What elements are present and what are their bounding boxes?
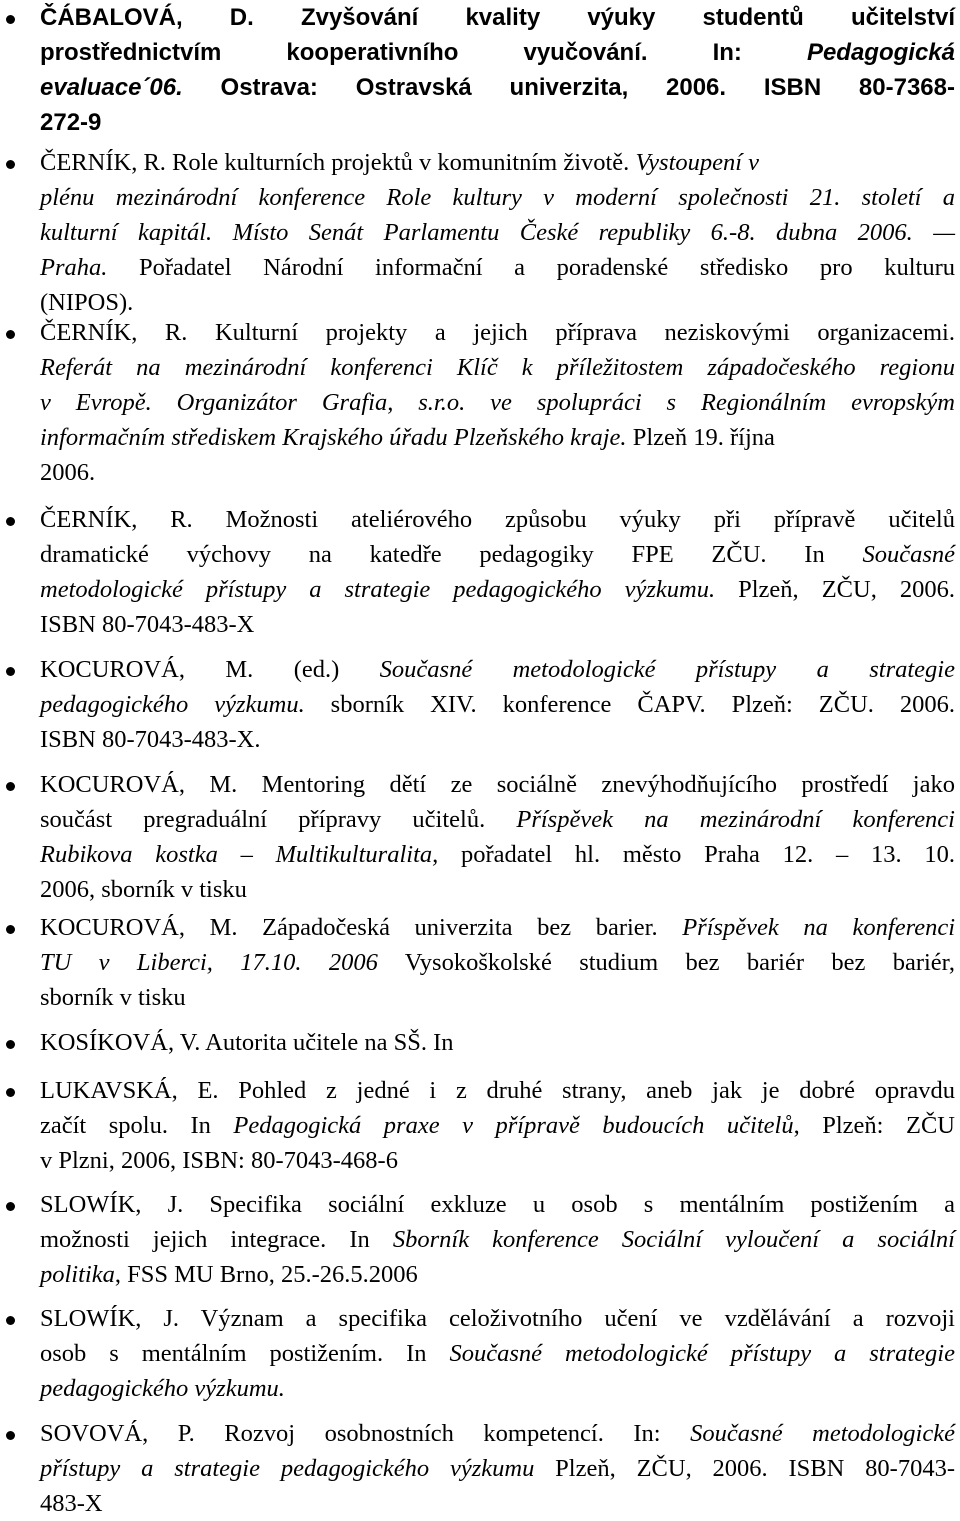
reference-line xyxy=(40,607,955,642)
reference-line xyxy=(40,1222,955,1257)
italic-segment: informačním střediskem Krajského úřadu Plzeňského kraje. xyxy=(40,424,627,451)
italic-segment: Referát na mezinárodní konferenci Klíč k příležitostem západočeského regionu xyxy=(40,354,955,381)
text-segment: SLOWÍK, J. Význam a specifika celoživotního učení ve vzdělávání a rozvoji xyxy=(40,1305,955,1332)
reference-line xyxy=(40,420,955,455)
bullet-icon xyxy=(6,517,15,526)
italic-segment: Současné metodologické přístupy a strategie xyxy=(449,1340,955,1367)
italic-segment: Současné metodologické xyxy=(690,1420,955,1447)
reference-text xyxy=(40,652,955,757)
text-segment: možnosti jejich integrace. In xyxy=(40,1226,393,1253)
reference-line xyxy=(40,722,955,757)
text-segment: 272-9 xyxy=(40,109,102,136)
bullet-icon xyxy=(6,1431,15,1440)
reference-line xyxy=(40,1451,955,1486)
text-segment: 2006. xyxy=(40,459,96,486)
reference-line xyxy=(40,1025,955,1060)
text-segment: Plzeň, ZČU, 2006. ISBN 80-7043- xyxy=(534,1455,955,1482)
text-segment: SOVOVÁ, P. Rozvoj osobnostních kompetencí. In: xyxy=(40,1420,691,1447)
bullet-icon xyxy=(6,15,15,24)
reference-line xyxy=(40,1143,955,1178)
text-segment: součást pregraduální přípravy učitelů. xyxy=(40,806,517,833)
text-segment: 2006, sborník v tisku xyxy=(40,876,247,903)
bullet-icon xyxy=(6,1088,15,1097)
italic-segment: kulturní kapitál. Místo Senát Parlamentu České republiky 6.-8. dubna 2006. — xyxy=(40,219,955,246)
text-segment: , Plzeň: ZČU xyxy=(793,1112,955,1139)
reference-line xyxy=(40,767,955,802)
text-segment: KOSÍKOVÁ, V. Autorita učitele na SŠ. In xyxy=(40,1029,454,1056)
text-segment: sborník XIV. konference ČAPV. Plzeň: ZČU. 2006. xyxy=(304,691,955,718)
italic-segment: Vystoupení v xyxy=(635,149,760,176)
italic-segment: Příspěvek na konferenci xyxy=(682,914,956,941)
text-segment: SLOWÍK, J. Specifika sociální exkluze u osob s mentálním postižením a xyxy=(40,1191,955,1218)
bullet-icon xyxy=(6,925,15,934)
reference-text xyxy=(40,1073,955,1178)
bullet-icon xyxy=(6,1202,15,1211)
italic-segment: Současné xyxy=(862,541,955,568)
reference-line xyxy=(40,652,955,687)
bullet-icon xyxy=(6,330,15,339)
text-segment: KOCUROVÁ, M. Mentoring dětí ze sociálně znevýhodňujícího prostředí jako xyxy=(40,771,955,798)
italic-segment: metodologické přístupy a strategie pedagogického výzkumu. xyxy=(40,576,716,603)
italic-segment: Pedagogická praxe v přípravě budoucích učitelů xyxy=(233,1112,794,1139)
text-segment: , FSS MU Brno, 25.-26.5.2006 xyxy=(114,1261,418,1288)
text-segment: sborník v tisku xyxy=(40,984,186,1011)
reference-line xyxy=(40,502,955,537)
italic-segment: Pedagogická xyxy=(806,39,955,66)
reference-line xyxy=(40,572,955,607)
italic-segment: TU v Liberci, 17.10. 2006 xyxy=(40,949,378,976)
text-segment: ČERNÍK, R. Možnosti ateliérového způsobu výuky při přípravě učitelů xyxy=(40,506,955,533)
bullet-icon xyxy=(6,1040,15,1049)
italic-segment: evaluace´06. xyxy=(40,74,183,101)
reference-line xyxy=(40,455,955,490)
reference-line xyxy=(40,1371,955,1406)
text-segment: začít spolu. In xyxy=(40,1112,234,1139)
reference-text xyxy=(40,1187,955,1292)
italic-segment: v Evropě. Organizátor Grafia, s.r.o. ve spolupráci s Regionálním evropským xyxy=(40,389,955,416)
italic-segment: Současné metodologické přístupy a strategie xyxy=(379,656,955,683)
text-segment: 483-X xyxy=(40,1490,103,1517)
reference-line xyxy=(40,1108,955,1143)
reference-text xyxy=(40,767,955,907)
reference-line xyxy=(40,0,955,35)
italic-segment: Rubikova kostka – Multikulturalita, xyxy=(40,841,439,868)
reference-line xyxy=(40,215,955,250)
text-segment: KOCUROVÁ, M. Západočeská univerzita bez barier. xyxy=(40,914,683,941)
reference-line xyxy=(40,687,955,722)
reference-text xyxy=(40,1416,955,1521)
reference-text xyxy=(40,315,955,490)
text-segment: prostřednictvím kooperativního vyučování. In: xyxy=(40,39,807,66)
italic-segment: politika xyxy=(40,1261,115,1288)
reference-line xyxy=(40,910,955,945)
reference-line xyxy=(40,250,955,285)
italic-segment: Příspěvek na mezinárodní konferenci xyxy=(516,806,955,833)
reference-text xyxy=(40,502,955,642)
italic-segment: přístupy a strategie pedagogického výzkumu xyxy=(40,1455,535,1482)
text-segment: dramatické výchovy na katedře pedagogiky FPE ZČU. In xyxy=(40,541,863,568)
text-segment: Vysokoškolské studium bez bariér bez bariér, xyxy=(377,949,955,976)
reference-line xyxy=(40,802,955,837)
reference-line xyxy=(40,145,955,180)
reference-text xyxy=(40,145,955,320)
italic-segment: plénu mezinárodní konference Role kultury v moderní společnosti 21. století a xyxy=(40,184,955,211)
bullet-icon xyxy=(6,160,15,169)
text-segment: (NIPOS). xyxy=(40,289,134,316)
text-segment: ČERNÍK, R. Role kulturních projektů v komunitním životě. xyxy=(40,149,636,176)
reference-line xyxy=(40,180,955,215)
italic-segment: pedagogického výzkumu. xyxy=(40,691,305,718)
text-segment: Pořadatel Národní informační a poradenské středisko pro kulturu xyxy=(107,254,955,281)
italic-segment: Sborník konference Sociální vyloučení a sociální xyxy=(392,1226,955,1253)
text-segment: pořadatel hl. město Praha 12. – 13. 10. xyxy=(438,841,955,868)
reference-line xyxy=(40,1416,955,1451)
reference-line xyxy=(40,1257,955,1292)
reference-line xyxy=(40,70,955,105)
bullet-icon xyxy=(6,667,15,676)
text-segment: v Plzni, 2006, ISBN: 80-7043-468-6 xyxy=(40,1147,398,1174)
reference-line xyxy=(40,1073,955,1108)
reference-text xyxy=(40,1025,955,1060)
text-segment: ISBN 80-7043-483-X. xyxy=(40,726,261,753)
bullet-icon xyxy=(6,782,15,791)
text-segment: ISBN 80-7043-483-X xyxy=(40,611,255,638)
reference-line xyxy=(40,315,955,350)
text-segment: ČÁBALOVÁ, D. Zvyšování kvality výuky studentů učitelství xyxy=(40,4,955,31)
reference-line xyxy=(40,35,955,70)
text-segment: ČERNÍK, R. Kulturní projekty a jejich příprava neziskovými organizacemi. xyxy=(40,319,955,346)
reference-line xyxy=(40,872,955,907)
reference-line xyxy=(40,1301,955,1336)
text-segment: Plzeň, ZČU, 2006. xyxy=(715,576,955,603)
reference-text xyxy=(40,1301,955,1406)
reference-line xyxy=(40,1486,955,1521)
reference-line xyxy=(40,980,955,1015)
reference-line xyxy=(40,1187,955,1222)
text-segment: KOCUROVÁ, M. (ed.) xyxy=(40,656,380,683)
text-segment: Plzeň 19. října xyxy=(626,424,775,451)
reference-line xyxy=(40,105,955,140)
text-segment: LUKAVSKÁ, E. Pohled z jedné i z druhé strany, aneb jak je dobré opravdu xyxy=(40,1077,955,1104)
reference-line xyxy=(40,1336,955,1371)
reference-line xyxy=(40,945,955,980)
text-segment: osob s mentálním postižením. In xyxy=(40,1340,450,1367)
bullet-icon xyxy=(6,1316,15,1325)
reference-line xyxy=(40,385,955,420)
italic-segment: pedagogického výzkumu. xyxy=(40,1375,285,1402)
italic-segment: Praha. xyxy=(40,254,108,281)
reference-line xyxy=(40,537,955,572)
reference-text xyxy=(40,910,955,1015)
reference-text xyxy=(40,0,955,140)
reference-line xyxy=(40,350,955,385)
text-segment: Ostrava: Ostravská univerzita, 2006. ISBN 80-7368- xyxy=(182,74,955,101)
reference-line xyxy=(40,837,955,872)
